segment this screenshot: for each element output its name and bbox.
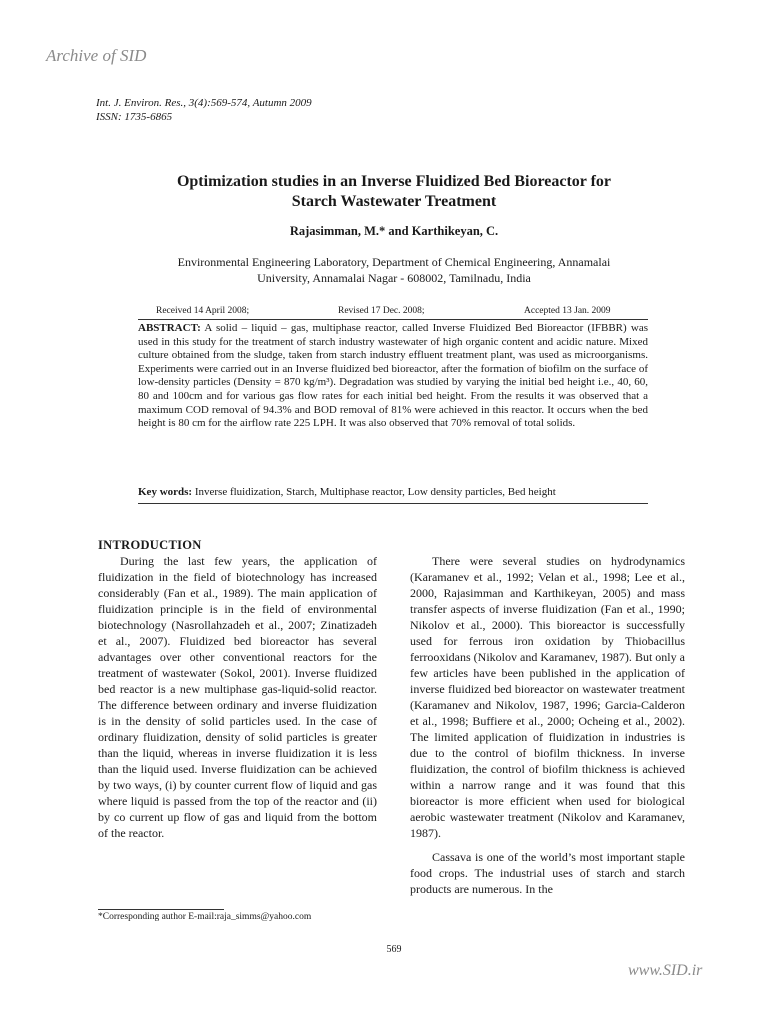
paper-title bbox=[140, 172, 648, 212]
journal-citation bbox=[96, 96, 312, 124]
revised-date: Revised 17 Dec. 2008; bbox=[338, 306, 425, 316]
title-line-2: Starch Wastewater Treatment bbox=[291, 193, 497, 210]
right-column bbox=[410, 553, 685, 897]
citation-line: Int. J. Environ. Res., 3(4):569-574, Autumn 2009 bbox=[96, 97, 312, 109]
intro-paragraph-2: There were several studies on hydrodynamics (Karamanev et al., 1992; Velan et al., 1998; Lee et al., 2000, Rajasimman and Karthikeyan, 2005) and mass transfer aspects of inverse fluidization (Fan et al., 1990; Nikolov et al., 2000). This bioreactor is successfully used for ferrous iron oxidation by Thiobacillus ferrooxidans (Nikolov and Karamanev, 1987). But only a few articles have been published in the application of inverse fluidized bed bioreactor on wastewater treatment (Karamanev and Nikolov, 1987, 1996; Garcia-Calderon et al., 1998; Buffiere et al., 2000; Ocheing et al., 2002). The limited application of fluidization in industries is due to the control of biofilm thickness. In inverse fluidization, the control of biofilm thickness is achieved within a narrow range and it was found that this bioreactor is more efficient when used for biological aerobic wastewater treatment (Nikolov and Karamanev, 1987). bbox=[410, 554, 685, 840]
affiliation bbox=[132, 254, 656, 286]
abstract-top-rule bbox=[138, 319, 648, 320]
watermark-archive-of-sid: Archive of SID bbox=[46, 46, 147, 65]
received-date: Received 14 April 2008; bbox=[156, 306, 250, 316]
left-column bbox=[98, 537, 377, 841]
introduction-heading: INTRODUCTION bbox=[98, 538, 202, 552]
corresponding-author-footnote: *Corresponding author E-mail:raja_simms@yahoo.com bbox=[98, 912, 312, 922]
affiliation-line-1: Environmental Engineering Laboratory, Department of Chemical Engineering, Annamalai bbox=[177, 255, 611, 269]
abstract-text: A solid – liquid – gas, multiphase reactor, called Inverse Fluidized Bed Bioreactor (IFBBR) was used in this study for the treatment of starch industry wastewater of high organic content and acidic nature. Mixed culture obtained from the sludge, taken from starch industry effluent treatment plant, was used as microorganisms. Experiments were carried out in an Inverse fluidized bed bioreactor, after the formation of biofilm on the surface of low-density particles (Density = 870 kg/m³). Degradation was studied by varying the initial bed height i.e., 40, 60, 80 and 100cm and for various gas flow rates for each initial bed height. From the results it was observed that a maximum COD removal of 94.3% and BOD removal of 81% were achieved in this reactor. It occurs when the bed height is 80 cm for the airflow rate 225 LPH. It was also observed that 70% removal of total solids. bbox=[138, 322, 648, 430]
affiliation-line-2: University, Annamalai Nagar - 608002, Tamilnadu, India bbox=[257, 271, 531, 285]
intro-paragraph-3: Cassava is one of the world’s most important staple food crops. The industrial uses of starch and starch products are numerous. In the bbox=[410, 850, 685, 896]
abstract-label: ABSTRACT: bbox=[138, 322, 201, 334]
page-number: 569 bbox=[386, 944, 402, 955]
abstract bbox=[138, 322, 648, 431]
keywords-label: Key words: bbox=[138, 486, 193, 498]
keywords bbox=[138, 486, 648, 498]
keywords-text: Inverse fluidization, Starch, Multiphase reactor, Low density particles, Bed height bbox=[194, 486, 556, 498]
title-line-1: Optimization studies in an Inverse Fluidized Bed Bioreactor for bbox=[176, 173, 612, 190]
watermark-sid-url: www.SID.ir bbox=[628, 962, 703, 979]
intro-paragraph-1: During the last few years, the application of fluidization in the field of biotechnology has increased considerably (Fan et al., 1989). The main application of fluidization principle is in the field of environmental biotechnology (Nasrollahzadeh et al., 2007; Zinatizadeh et al., 2007). Fluidized bed bioreactor has several advantages over other conventional reactors for the treatment of wastewater (Sokol, 2001). Inverse fluidized bed reactor is a new multiphase gas-liquid-solid reactor. The difference between ordinary and inverse fluidization is in the density of solid particles used. In the case of ordinary fluidization, density of solid particles is greater than the liquid, whereas in inverse fluidization it is less than the liquid used. Inverse fluidization can be achieved by two ways, (i) by counter current flow of liquid and gas where liquid is passed from the top of the reactor and (ii) by co current up flow of gas and liquid from the bottom of the reactor. bbox=[98, 554, 377, 840]
authors: Rajasimman, M.* and Karthikeyan, C. bbox=[289, 224, 499, 238]
issn-line: ISSN: 1735-6865 bbox=[96, 111, 173, 123]
accepted-date: Accepted 13 Jan. 2009 bbox=[524, 306, 611, 316]
abstract-bottom-rule bbox=[138, 503, 648, 504]
footnote-rule bbox=[98, 909, 224, 910]
